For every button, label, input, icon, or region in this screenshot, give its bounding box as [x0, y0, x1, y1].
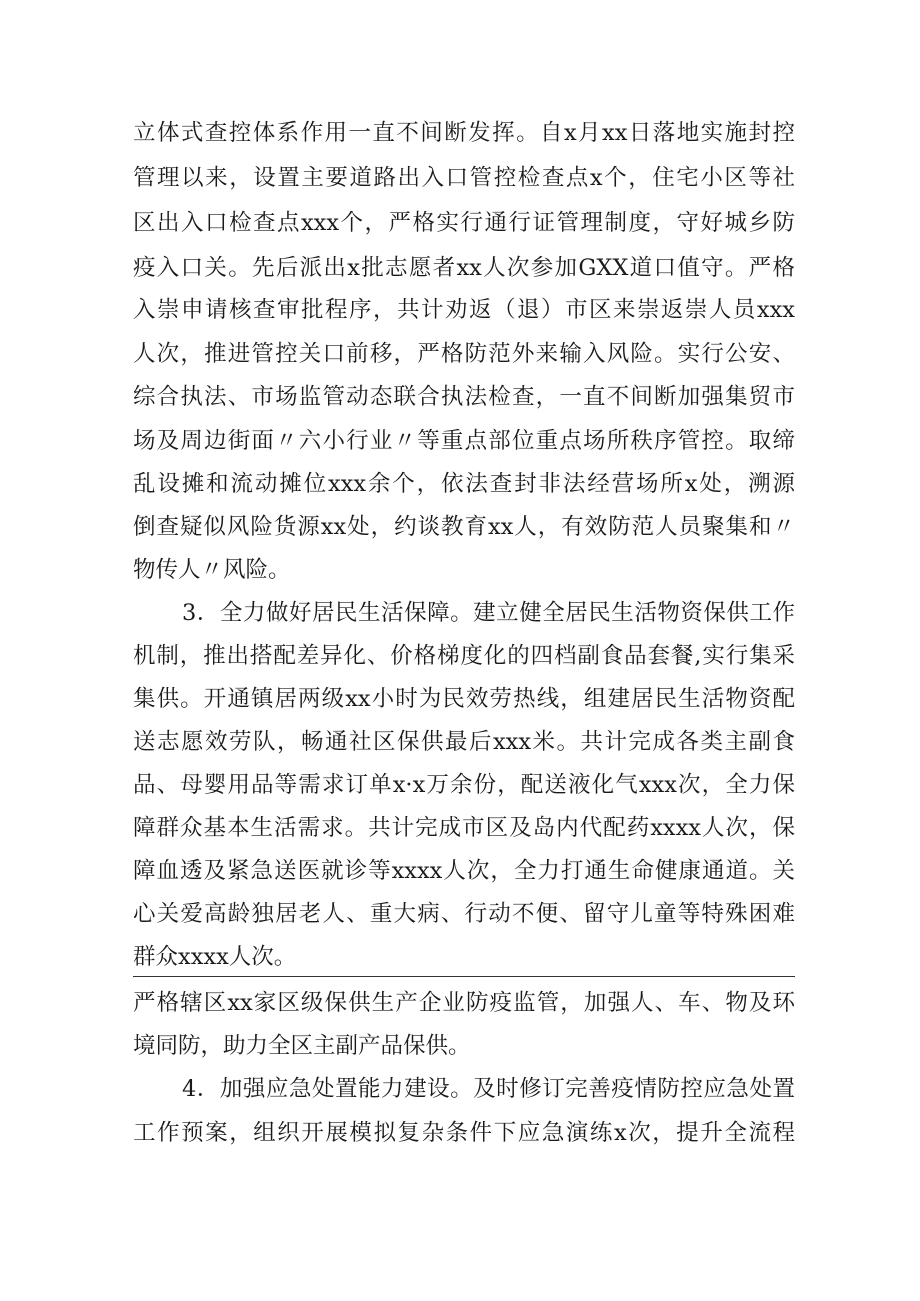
- paragraph-1-line-5: 入崇申请核查审批程序，共计劝返（退）市区来崇返崇人员xxx: [133, 297, 795, 323]
- paragraph-1-line-11: 物传人〃风险。: [133, 557, 291, 583]
- paragraph-3-line-2: 境同防，助力全区主副产品保供。: [133, 1033, 471, 1059]
- paragraph-1-line-6: 人次，推进管控关口前移，严格防范外来输入风险。实行公安、: [133, 341, 795, 367]
- paragraph-2-line-5: 品、母婴用品等需求订单x·x万余份，配送液化气xxx次，全力保: [133, 772, 795, 798]
- paragraph-4-line-2: 工作预案，组织开展模拟复杂条件下应急演练x次，提升全流程: [133, 1120, 795, 1146]
- paragraph-2-line-4: 送志愿效劳队，畅通社区保供最后xxx米。共计完成各类主副食: [133, 729, 795, 755]
- paragraph-1-line-8: 场及周边街面〃六小行业〃等重点部位重点场所秩序管控。取缔: [133, 428, 795, 454]
- paragraph-4-line-1: 4．加强应急处置能力建设。及时修订完善疫情防控应急处置: [182, 1076, 795, 1102]
- paragraph-2-line-1: 3．全力做好居民生活保障。建立健全居民生活物资保供工作: [182, 600, 795, 626]
- paragraph-2-line-6: 障群众基本生活需求。共计完成市区及岛内代配药xxxx人次，保: [133, 815, 795, 841]
- paragraph-1-line-9: 乱设摊和流动摊位xxx余个，依法查封非法经营场所x处，溯源: [133, 471, 795, 497]
- paragraph-3-line-1: 严格辖区xx家区级保供生产企业防疫监管，加强人、车、物及环: [133, 990, 795, 1016]
- paragraph-1-line-10: 倒查疑似风险货源xx处，约谈教育xx人，有效防范人员聚集和〃: [133, 514, 795, 540]
- horizontal-divider: [133, 976, 795, 977]
- paragraph-1-line-1: 立体式查控体系作用一直不间断发挥。自x月xx日落地实施封控: [133, 120, 795, 146]
- paragraph-2-line-8: 心关爱高龄独居老人、重大病、行动不便、留守儿童等特殊困难: [133, 901, 795, 927]
- paragraph-2-line-2: 机制，推出搭配差异化、价格梯度化的四档副食品套餐,实行集采: [133, 643, 795, 669]
- paragraph-1-line-3: 区出入口检查点xxx个，严格实行通行证管理制度，守好城乡防: [133, 210, 795, 236]
- paragraph-1-line-7: 综合执法、市场监管动态联合执法检查，一直不间断加强集贸市: [133, 384, 795, 410]
- paragraph-1-line-4: 疫入口关。先后派出x批志愿者xx人次参加GXX道口值守。严格: [133, 255, 795, 281]
- paragraph-2-line-9: 群众xxxx人次。: [133, 944, 297, 970]
- paragraph-1-line-2: 管理以来，设置主要道路出入口管控检查点x个，住宅小区等社: [133, 165, 795, 191]
- paragraph-2-line-3: 集供。开通镇居两级xx小时为民效劳热线，组建居民生活物资配: [133, 686, 795, 712]
- paragraph-2-line-7: 障血透及紧急送医就诊等xxxx人次，全力打通生命健康通道。关: [133, 858, 795, 884]
